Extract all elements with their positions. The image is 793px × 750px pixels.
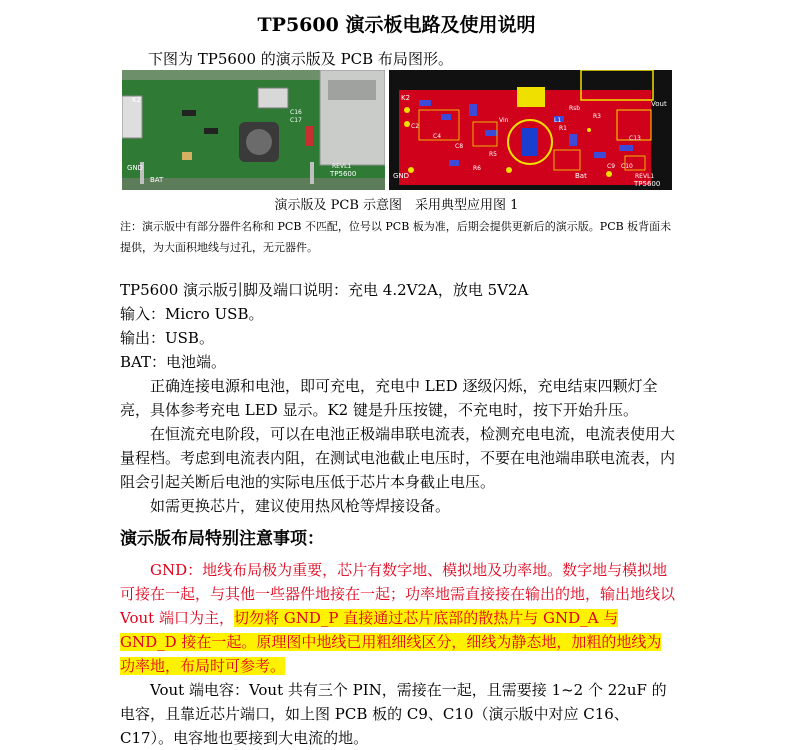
vout-text: Vout 端电容：Vout 共有三个 PIN，需接在一起，且需要接 1~2 个 22uF 的电容，且靠近芯片端口，如上图 PCB 板的 C9、C10（演示版中对应 C16、C17）。电容地也要接到大电流的地。: [120, 681, 667, 747]
photo-label: C16: [290, 109, 302, 116]
pcb-label: R3: [593, 113, 601, 120]
pcb-label: REVL1: [635, 173, 655, 180]
figure-caption: 演示版及 PCB 示意图 采用典型应用图 1: [274, 198, 519, 213]
pcb-label: C2: [411, 123, 420, 130]
pins-line: TP5600 演示版引脚及端口说明：充电 4.2V2A，放电 5V2A: [120, 281, 529, 299]
pcb-label: TP5600: [634, 180, 661, 188]
port-description: [120, 278, 676, 518]
pcb-label: Vin: [499, 117, 509, 124]
pcb-label: R6: [473, 165, 481, 172]
pcb-label: R1: [559, 125, 567, 132]
demo-board-photo: [122, 70, 385, 190]
pcb-label: L1: [554, 117, 562, 124]
photo-label: GND: [127, 164, 144, 172]
pcb-layout-image: [389, 70, 672, 190]
pcb-label: K2: [401, 94, 411, 102]
figure-note: 注：演示版中有部分器件名称和 PCB 不匹配，位号以 PCB 板为准，后期会提供更新后的演示版。PCB 板背面未提供，为大面积地线与过孔，无元器件。: [120, 220, 672, 254]
output-line: 输出：USB。: [120, 329, 214, 347]
pcb-label: Rsb: [569, 105, 581, 112]
pcb-label: Vout: [651, 100, 667, 108]
pcb-label: R5: [489, 151, 497, 158]
gnd-text: GND：地线布局极为重要，芯片有数字地、模拟地及功率地。数字地与模拟地可接在一起，与其他一些器件地接在一起；功率地需直接接在输出的地，输出地线以 Vout 端口为主，: [120, 561, 676, 627]
intro-text: 下图为 TP5600 的演示版及 PCB 布局图形。: [148, 50, 453, 68]
pcb-label: C9: [607, 163, 616, 170]
paragraph-current: 在恒流充电阶段，可以在电池正极端串联电流表，检测充电电流，电流表使用大量程档。考虑到电流表内阻，在测试电池截止电压时，不要在电池端串联电流表，内阻会引起关断后电池的实际电压低于芯片本身截止电压。: [120, 425, 676, 491]
pcb-label: C10: [621, 163, 633, 170]
photo-label: REVL1: [332, 163, 352, 170]
paragraph-replace: 如需更换芯片，建议使用热风枪等焊接设备。: [150, 497, 451, 515]
photo-label: BAT: [150, 176, 164, 184]
pcb-label: Bat: [575, 172, 587, 180]
photo-label: K2: [132, 96, 142, 104]
gnd-highlight: 切勿将 GND_P 直接通过芯片底部的散热片与 GND_A 与 GND_D 接在一起。原理图中地线已用粗细线区分，细线为静态地，加粗的地线为功率地，布局时可参考。: [120, 609, 662, 675]
pcb-label: C8: [455, 143, 464, 150]
pcb-label: C4: [433, 133, 442, 140]
gnd-note: [120, 558, 676, 750]
bat-line: BAT：电池端。: [120, 353, 227, 371]
input-line: 输入：Micro USB。: [120, 305, 264, 323]
photo-label: C17: [290, 117, 302, 124]
section-heading: 演示版布局特别注意事项：: [120, 529, 324, 549]
photo-label: TP5600: [330, 170, 357, 178]
pcb-label: GND: [393, 172, 410, 180]
paragraph-charging: 正确连接电源和电池，即可充电，充电中 LED 逐级闪烁，充电结束四颗灯全亮，具体参考充电 LED 显示。K2 键是升压按键，不充电时，按下开始升压。: [120, 377, 658, 419]
pcb-label: C13: [629, 135, 641, 142]
page-title: TP5600 演示板电路及使用说明: [257, 14, 536, 36]
